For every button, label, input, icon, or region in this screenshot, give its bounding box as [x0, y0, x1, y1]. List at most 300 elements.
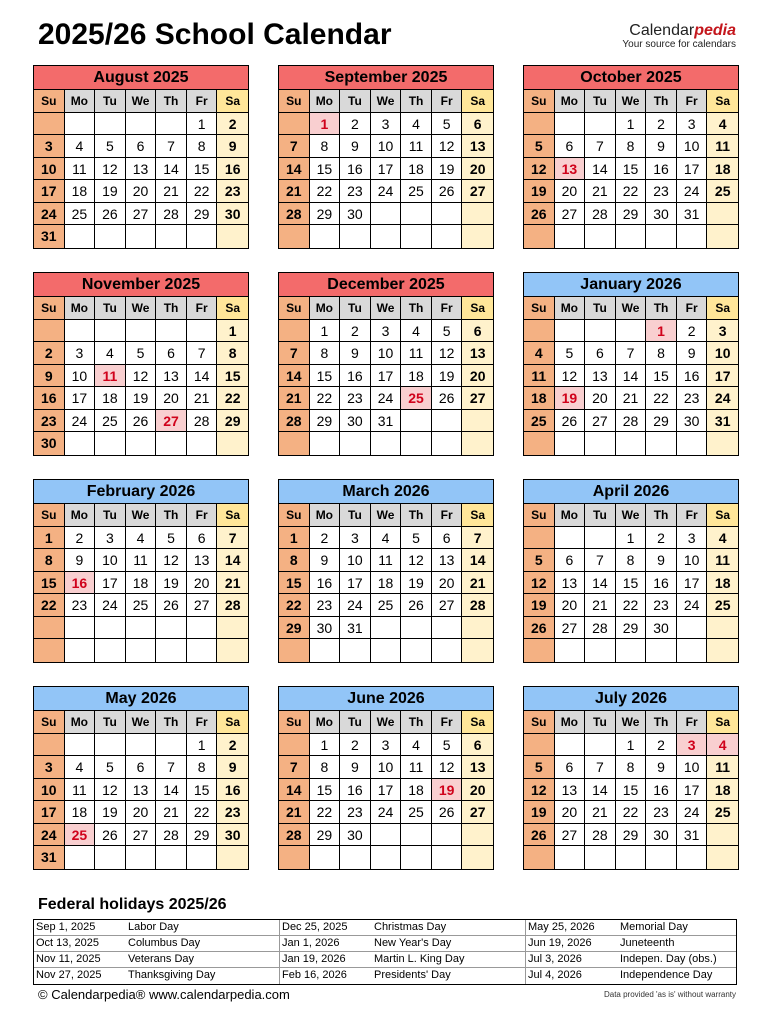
day-cell: 27	[555, 824, 586, 847]
weekday-header: We	[616, 297, 647, 320]
holiday-date: Feb 16, 2026	[282, 969, 347, 981]
day-cell: 8	[616, 135, 647, 158]
day-cell: 27	[555, 617, 586, 640]
day-cell: 9	[646, 135, 677, 158]
day-cell: 6	[462, 113, 493, 136]
day-cell: 30	[217, 203, 248, 226]
day-cell: 10	[95, 549, 126, 572]
empty-cell	[524, 113, 555, 136]
weekday-header: Mo	[555, 90, 586, 113]
weekday-header: Sa	[707, 297, 738, 320]
day-cell: 5	[432, 734, 463, 757]
day-cell: 29	[217, 410, 248, 433]
empty-cell	[65, 617, 96, 640]
day-cell: 27	[462, 387, 493, 410]
day-cell: 28	[279, 203, 310, 226]
weekday-header: Tu	[585, 90, 616, 113]
weekday-header: We	[126, 90, 157, 113]
holiday-day-cell: 1	[310, 113, 341, 136]
weekday-header: Sa	[217, 90, 248, 113]
day-cell: 27	[555, 203, 586, 226]
day-cell: 4	[401, 320, 432, 343]
day-cell: 29	[616, 824, 647, 847]
day-cell: 6	[156, 342, 187, 365]
day-cell: 16	[340, 365, 371, 388]
weekday-header: Tu	[95, 297, 126, 320]
month-title: March 2026	[279, 480, 493, 504]
empty-cell	[371, 432, 402, 455]
empty-cell	[432, 639, 463, 662]
day-cell: 30	[646, 617, 677, 640]
day-cell: 1	[616, 734, 647, 757]
brand-logo[interactable]	[622, 22, 736, 51]
empty-cell	[279, 846, 310, 869]
day-cell: 17	[65, 387, 96, 410]
empty-cell	[585, 734, 616, 757]
empty-cell	[401, 432, 432, 455]
holiday-entry	[525, 936, 770, 951]
weekday-header: Th	[646, 297, 677, 320]
day-cell: 9	[646, 549, 677, 572]
day-cell: 5	[524, 135, 555, 158]
day-cell: 17	[677, 572, 708, 595]
weekday-header: Tu	[340, 711, 371, 734]
empty-cell	[646, 432, 677, 455]
holiday-entry	[279, 936, 525, 951]
weekday-header: We	[616, 90, 647, 113]
empty-cell	[524, 320, 555, 343]
weekday-header: Sa	[462, 297, 493, 320]
day-cell: 18	[707, 779, 738, 802]
day-cell: 30	[340, 203, 371, 226]
holiday-day-cell: 25	[401, 387, 432, 410]
day-cell: 25	[401, 801, 432, 824]
weekday-header: Th	[401, 711, 432, 734]
day-cell: 10	[340, 549, 371, 572]
day-cell: 16	[646, 572, 677, 595]
weekday-header: Th	[401, 504, 432, 527]
copyright-text: © Calendarpedia® www.calendarpedia.com	[38, 987, 290, 1002]
disclaimer-text: Data provided 'as is' without warranty	[603, 990, 736, 999]
day-cell: 18	[65, 180, 96, 203]
day-cell: 13	[585, 365, 616, 388]
day-cell: 22	[310, 387, 341, 410]
day-cell: 20	[555, 180, 586, 203]
empty-cell	[462, 432, 493, 455]
day-cell: 28	[279, 410, 310, 433]
empty-cell	[310, 846, 341, 869]
day-cell: 23	[677, 387, 708, 410]
day-cell: 20	[156, 387, 187, 410]
empty-cell	[677, 617, 708, 640]
empty-cell	[279, 225, 310, 248]
weekday-header: Tu	[340, 504, 371, 527]
empty-cell	[555, 846, 586, 869]
day-cell: 15	[187, 779, 218, 802]
month-title: October 2025	[524, 66, 738, 90]
holiday-name: Indepen. Day (obs.)	[620, 953, 717, 965]
empty-cell	[585, 225, 616, 248]
weekday-header: Fr	[432, 504, 463, 527]
weekday-header: Tu	[340, 297, 371, 320]
empty-cell	[65, 320, 96, 343]
holiday-day-cell: 11	[95, 365, 126, 388]
month-february-2026	[33, 479, 249, 663]
empty-cell	[95, 734, 126, 757]
empty-cell	[462, 225, 493, 248]
day-cell: 25	[65, 203, 96, 226]
day-cell: 22	[279, 594, 310, 617]
empty-cell	[524, 432, 555, 455]
empty-cell	[401, 203, 432, 226]
day-cell: 13	[187, 549, 218, 572]
empty-cell	[646, 225, 677, 248]
day-cell: 17	[34, 180, 65, 203]
day-cell: 13	[462, 135, 493, 158]
empty-cell	[555, 639, 586, 662]
day-cell: 3	[677, 527, 708, 550]
day-cell: 28	[462, 594, 493, 617]
empty-cell	[524, 225, 555, 248]
day-cell: 1	[187, 113, 218, 136]
day-cell: 6	[126, 135, 157, 158]
holiday-date: Dec 25, 2025	[282, 921, 348, 933]
weekday-header: Mo	[310, 504, 341, 527]
weekday-header: Su	[34, 90, 65, 113]
day-cell: 7	[187, 342, 218, 365]
empty-cell	[371, 617, 402, 640]
day-cell: 28	[156, 824, 187, 847]
day-cell: 14	[217, 549, 248, 572]
empty-cell	[524, 639, 555, 662]
empty-cell	[187, 320, 218, 343]
empty-cell	[401, 410, 432, 433]
empty-cell	[585, 846, 616, 869]
day-cell: 26	[95, 203, 126, 226]
day-cell: 27	[126, 824, 157, 847]
holiday-day-cell: 1	[646, 320, 677, 343]
day-cell: 2	[646, 734, 677, 757]
day-cell: 12	[156, 549, 187, 572]
day-cell: 30	[340, 410, 371, 433]
day-cell: 7	[462, 527, 493, 550]
weekday-header: Sa	[707, 504, 738, 527]
day-cell: 4	[65, 135, 96, 158]
empty-cell	[462, 410, 493, 433]
day-cell: 16	[340, 158, 371, 181]
empty-cell	[65, 846, 96, 869]
weekday-header: Mo	[555, 297, 586, 320]
day-cell: 16	[646, 158, 677, 181]
empty-cell	[401, 846, 432, 869]
empty-cell	[432, 410, 463, 433]
holiday-name: Thanksgiving Day	[128, 969, 216, 981]
day-cell: 11	[371, 549, 402, 572]
weekday-header: Su	[34, 297, 65, 320]
weekday-header: We	[126, 297, 157, 320]
day-cell: 29	[310, 203, 341, 226]
day-cell: 22	[646, 387, 677, 410]
day-cell: 16	[217, 158, 248, 181]
empty-cell	[34, 734, 65, 757]
day-cell: 12	[126, 365, 157, 388]
day-cell: 10	[677, 549, 708, 572]
weekday-header: Tu	[95, 504, 126, 527]
day-cell: 5	[524, 549, 555, 572]
day-cell: 26	[432, 801, 463, 824]
empty-cell	[524, 734, 555, 757]
day-cell: 5	[555, 342, 586, 365]
weekday-header: Su	[279, 711, 310, 734]
day-cell: 24	[371, 387, 402, 410]
day-cell: 15	[187, 158, 218, 181]
day-cell: 20	[585, 387, 616, 410]
day-cell: 2	[646, 527, 677, 550]
empty-cell	[126, 113, 157, 136]
weekday-header: Th	[401, 90, 432, 113]
day-cell: 31	[677, 203, 708, 226]
empty-cell	[707, 225, 738, 248]
day-cell: 11	[524, 365, 555, 388]
day-cell: 17	[34, 801, 65, 824]
day-cell: 10	[65, 365, 96, 388]
day-cell: 11	[401, 756, 432, 779]
day-cell: 2	[646, 113, 677, 136]
day-cell: 21	[156, 801, 187, 824]
day-cell: 6	[555, 135, 586, 158]
day-cell: 1	[279, 527, 310, 550]
brand-name: Calendarpedia	[629, 22, 736, 39]
day-cell: 13	[432, 549, 463, 572]
day-cell: 17	[371, 158, 402, 181]
weekday-header: Sa	[217, 711, 248, 734]
day-cell: 15	[616, 779, 647, 802]
day-cell: 1	[616, 113, 647, 136]
day-cell: 20	[555, 594, 586, 617]
day-cell: 20	[555, 801, 586, 824]
weekday-header: We	[371, 711, 402, 734]
empty-cell	[401, 824, 432, 847]
empty-cell	[616, 846, 647, 869]
month-title: February 2026	[34, 480, 248, 504]
holiday-day-cell: 19	[432, 779, 463, 802]
day-cell: 23	[65, 594, 96, 617]
day-cell: 8	[310, 756, 341, 779]
day-cell: 9	[677, 342, 708, 365]
day-cell: 9	[340, 342, 371, 365]
day-cell: 21	[585, 801, 616, 824]
day-cell: 21	[279, 801, 310, 824]
weekday-header: Su	[524, 297, 555, 320]
day-cell: 21	[279, 387, 310, 410]
day-cell: 24	[34, 203, 65, 226]
empty-cell	[462, 617, 493, 640]
empty-cell	[340, 639, 371, 662]
weekday-header: Su	[279, 504, 310, 527]
day-cell: 20	[126, 180, 157, 203]
day-cell: 15	[34, 572, 65, 595]
month-title: January 2026	[524, 273, 738, 297]
day-cell: 21	[616, 387, 647, 410]
empty-cell	[279, 734, 310, 757]
day-cell: 9	[217, 756, 248, 779]
day-cell: 27	[126, 203, 157, 226]
month-june-2026	[278, 686, 494, 870]
holiday-entry	[34, 920, 279, 935]
day-cell: 27	[187, 594, 218, 617]
empty-cell	[217, 639, 248, 662]
weekday-header: Fr	[187, 90, 218, 113]
day-cell: 3	[371, 113, 402, 136]
month-april-2026	[523, 479, 739, 663]
weekday-header: Fr	[432, 711, 463, 734]
day-cell: 26	[95, 824, 126, 847]
day-cell: 4	[707, 113, 738, 136]
weekday-header: We	[371, 297, 402, 320]
day-cell: 4	[95, 342, 126, 365]
day-cell: 27	[462, 180, 493, 203]
day-cell: 30	[677, 410, 708, 433]
day-cell: 8	[217, 342, 248, 365]
day-cell: 19	[524, 801, 555, 824]
empty-cell	[310, 432, 341, 455]
empty-cell	[156, 617, 187, 640]
empty-cell	[156, 639, 187, 662]
day-cell: 22	[616, 594, 647, 617]
empty-cell	[462, 639, 493, 662]
day-cell: 3	[677, 113, 708, 136]
day-cell: 29	[646, 410, 677, 433]
empty-cell	[95, 617, 126, 640]
day-cell: 21	[462, 572, 493, 595]
day-cell: 30	[310, 617, 341, 640]
day-cell: 22	[310, 180, 341, 203]
day-cell: 7	[156, 756, 187, 779]
day-cell: 29	[310, 824, 341, 847]
holiday-entry	[279, 968, 525, 984]
day-cell: 31	[677, 824, 708, 847]
empty-cell	[524, 527, 555, 550]
day-cell: 17	[371, 779, 402, 802]
day-cell: 14	[616, 365, 647, 388]
weekday-header: Fr	[187, 297, 218, 320]
day-cell: 14	[585, 779, 616, 802]
month-title: November 2025	[34, 273, 248, 297]
day-cell: 28	[585, 824, 616, 847]
day-cell: 22	[34, 594, 65, 617]
weekday-header: Sa	[217, 504, 248, 527]
weekday-header: Tu	[585, 297, 616, 320]
day-cell: 7	[279, 135, 310, 158]
day-cell: 28	[217, 594, 248, 617]
day-cell: 23	[646, 594, 677, 617]
day-cell: 17	[677, 779, 708, 802]
empty-cell	[126, 225, 157, 248]
empty-cell	[616, 320, 647, 343]
holiday-entry	[279, 920, 525, 935]
weekday-header: Mo	[65, 504, 96, 527]
day-cell: 24	[340, 594, 371, 617]
day-cell: 14	[156, 779, 187, 802]
day-cell: 4	[524, 342, 555, 365]
weekday-header: Mo	[555, 711, 586, 734]
day-cell: 22	[616, 801, 647, 824]
day-cell: 11	[707, 756, 738, 779]
empty-cell	[156, 846, 187, 869]
day-cell: 11	[401, 342, 432, 365]
day-cell: 16	[34, 387, 65, 410]
day-cell: 14	[279, 779, 310, 802]
empty-cell	[65, 734, 96, 757]
empty-cell	[65, 432, 96, 455]
empty-cell	[462, 203, 493, 226]
empty-cell	[707, 824, 738, 847]
day-cell: 19	[126, 387, 157, 410]
day-cell: 29	[616, 203, 647, 226]
day-cell: 9	[646, 756, 677, 779]
day-cell: 25	[126, 594, 157, 617]
day-cell: 17	[340, 572, 371, 595]
empty-cell	[371, 639, 402, 662]
day-cell: 1	[310, 320, 341, 343]
day-cell: 19	[156, 572, 187, 595]
day-cell: 12	[95, 779, 126, 802]
holiday-name: Memorial Day	[620, 921, 688, 933]
day-cell: 18	[524, 387, 555, 410]
holiday-name: Juneteenth	[620, 937, 675, 949]
weekday-header: Mo	[65, 711, 96, 734]
holiday-name: Christmas Day	[374, 921, 447, 933]
day-cell: 26	[126, 410, 157, 433]
day-cell: 14	[187, 365, 218, 388]
day-cell: 8	[616, 549, 647, 572]
empty-cell	[310, 225, 341, 248]
empty-cell	[34, 113, 65, 136]
day-cell: 20	[462, 779, 493, 802]
day-cell: 10	[371, 756, 402, 779]
empty-cell	[432, 617, 463, 640]
day-cell: 8	[310, 342, 341, 365]
day-cell: 6	[462, 320, 493, 343]
holiday-entry	[279, 952, 525, 967]
empty-cell	[310, 639, 341, 662]
day-cell: 31	[371, 410, 402, 433]
month-august-2025	[33, 65, 249, 249]
day-cell: 5	[95, 135, 126, 158]
day-cell: 28	[585, 617, 616, 640]
empty-cell	[156, 734, 187, 757]
empty-cell	[707, 846, 738, 869]
day-cell: 4	[65, 756, 96, 779]
empty-cell	[401, 639, 432, 662]
day-cell: 2	[65, 527, 96, 550]
weekday-header: Th	[646, 504, 677, 527]
empty-cell	[279, 320, 310, 343]
day-cell: 7	[279, 342, 310, 365]
empty-cell	[126, 320, 157, 343]
day-cell: 26	[524, 617, 555, 640]
day-cell: 3	[34, 756, 65, 779]
weekday-header: Mo	[555, 504, 586, 527]
empty-cell	[95, 846, 126, 869]
empty-cell	[217, 432, 248, 455]
weekday-header: Su	[34, 504, 65, 527]
empty-cell	[95, 113, 126, 136]
month-title: July 2026	[524, 687, 738, 711]
day-cell: 12	[524, 572, 555, 595]
day-cell: 16	[217, 779, 248, 802]
empty-cell	[462, 846, 493, 869]
